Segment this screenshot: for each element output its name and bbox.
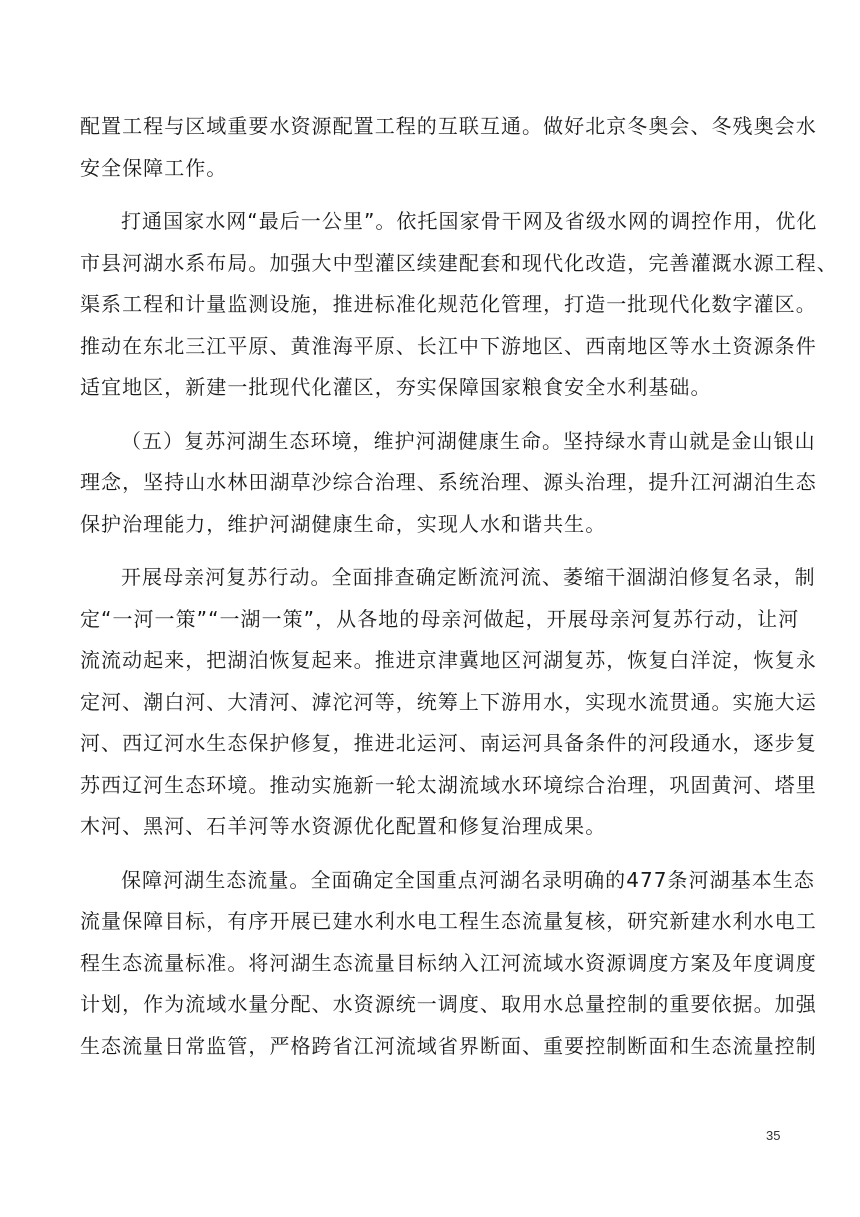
paragraph-section-five-heading: [80, 421, 817, 546]
text-line: 定“一河一策”“一湖一策”，从各地的母亲河做起，开展母亲河复苏行动，让河: [80, 606, 800, 631]
text-line: 安全保障工作。: [80, 155, 228, 180]
text-line: 定河、潮白河、大清河、滹沱河等，统筹上下游用水，实现水流贯通。实施大运: [80, 689, 817, 714]
text-line: 计划，作为流域水量分配、水资源统一调度、取用水总量控制的重要依据。加强: [80, 992, 817, 1016]
text-line: 渠系工程和计量监测设施，推进标准化规范化管理，打造一批现代化数字灌区。: [80, 292, 817, 316]
text-line: 生态流量日常监管，严格跨省江河流域省界断面、重要控制断面和生态流量控制: [80, 1033, 817, 1058]
text-line: 保护治理能力，维护河湖健康生命，实现人水和谐共生。: [80, 511, 607, 536]
text-line: 苏西辽河生态环境。推动实施新一轮太湖流域水环境综合治理，巩固黄河、塔里: [80, 772, 817, 797]
paragraph-water-allocation-continuation: [80, 106, 817, 189]
text-line: 河、西辽河水生态保护修复，推进北运河、南运河具备条件的河段通水，逐步复: [80, 731, 817, 755]
text-line: 理念，坚持山水林田湖草沙综合治理、系统治理、源头治理，提升江河湖泊生态: [80, 470, 817, 494]
text-line: 流量保障目标，有序开展已建水利水电工程生态流量复核，研究新建水利水电工: [80, 909, 817, 933]
paragraph-mother-river-revival: [80, 557, 817, 848]
text-line: 程生态流量标准。将河湖生态流量目标纳入江河流域水资源调度方案及年度调度: [80, 950, 817, 975]
text-line: （五）复苏河湖生态环境，维护河湖健康生命。坚持绿水青山就是金山银山: [121, 428, 816, 453]
paragraph-ecological-flow: [80, 860, 817, 1068]
text-line: 打通国家水网“最后一公里”。依托国家骨干网及省级水网的调控作用，优化: [121, 209, 818, 233]
text-line: 市县河湖水系布局。加强大中型灌区续建配套和现代化改造，完善灌溉水源工程、: [80, 250, 838, 275]
paragraph-national-water-network: [80, 201, 838, 409]
text-line: 配置工程与区域重要水资源配置工程的互联互通。做好北京冬奥会、冬残奥会水: [80, 114, 817, 138]
text-line: 木河、黑河、石羊河等水资源优化配置和修复治理成果。: [80, 814, 607, 838]
text-line: 保障河湖生态流量。全面确定全国重点河湖名录明确的477条河湖基本生态: [121, 867, 815, 892]
text-line: 推动在东北三江平原、黄淮海平原、长江中下游地区、西南地区等水土资源条件: [80, 333, 817, 358]
text-line: 开展母亲河复苏行动。全面排查确定断流河流、萎缩干涸湖泊修复名录，制: [121, 565, 816, 589]
body-text: [80, 106, 838, 1067]
text-line: 流流动起来，把湖泊恢复起来。推进京津冀地区河湖复苏，恢复白洋淀，恢复永: [80, 648, 817, 672]
page-number: 35: [766, 1128, 781, 1143]
text-line: 适宜地区，新建一批现代化灌区，夯实保障国家粮食安全水利基础。: [80, 375, 712, 399]
